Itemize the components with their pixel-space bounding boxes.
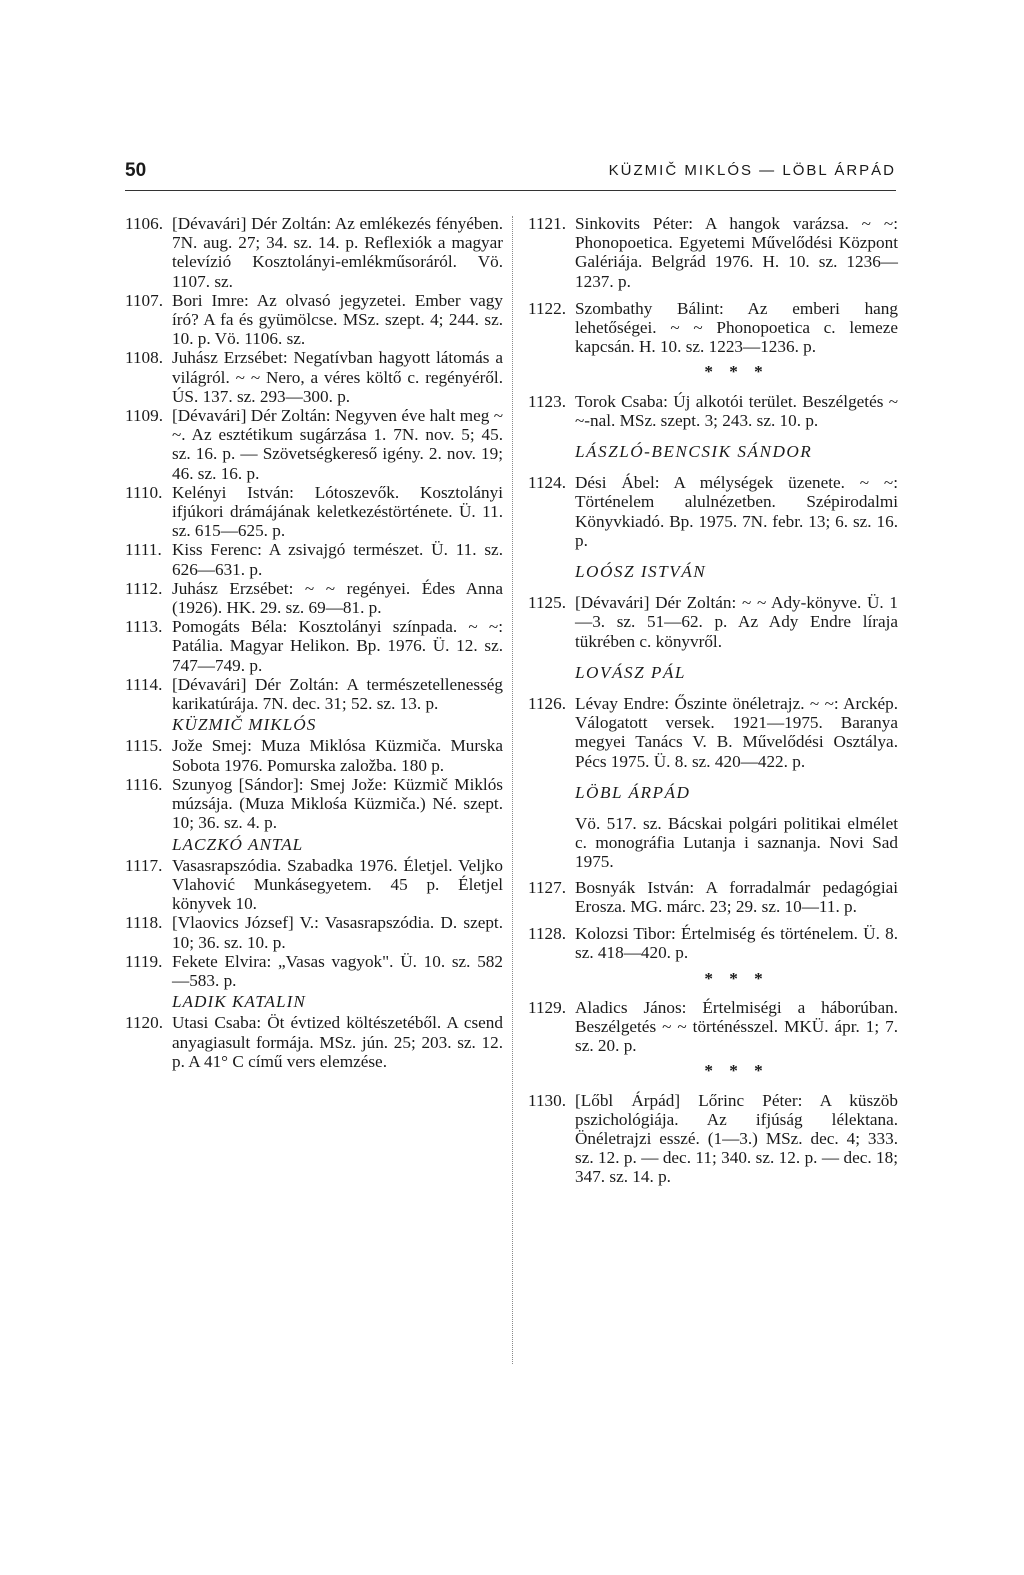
entry-number: 1110. [125,482,163,502]
entry-number: 1119. [125,951,163,971]
bibliography-entry [125,1013,503,1071]
entry-number: 1115. [125,736,163,756]
entry-text: Bosnyák István: A forradalmár pedagógiai Erosza. MG. márc. 23; 29. sz. 10—11. p. [575,877,898,916]
entry-text: Kolozsi Tibor: Értelmiség és történelem. Ü. 8. sz. 418—420. p. [575,924,898,963]
entry-number: 1130. [528,1090,567,1110]
entry-text: Kiss Ferenc: A zsivajgó természet. Ü. 11. sz. 626—631. p. [172,540,503,579]
entry-number: 1108. [125,348,164,368]
entry-number: 1117. [125,855,163,875]
header-rule [125,190,896,191]
bibliography-entry [528,299,898,357]
bibliography-entry [125,913,503,951]
bibliography-entry [125,736,503,774]
bibliography-entry [125,617,503,675]
bibliography-entry [125,579,503,617]
entry-text: Fekete Elvira: „Vasas vagyok". Ü. 10. sz. 582—583. p. [172,951,503,990]
bibliography-entry [125,775,503,833]
section-heading: LOVÁSZ PÁL [575,662,686,682]
section-heading: LACZKÓ ANTAL [172,834,304,854]
bibliography-entry [528,214,898,291]
separator-stars: * * * [704,1061,769,1081]
entry-number: 1118. [125,913,163,933]
section-heading: LÁSZLÓ-BENCSIK SÁNDOR [575,442,813,462]
section-heading: KÜZMIČ MIKLÓS [172,715,317,735]
entry-text: [Dévavári] Dér Zoltán: Az emlékezés fényében. 7N. aug. 27; 34. sz. 14. p. Reflexiók a magyar televízió Kosztolányi-emlékműsoráról. Vö. 1107. sz. [172,214,503,291]
bibliography-entry [125,214,503,291]
bibliography-entry [528,694,898,771]
entry-text: [Dévavári] Dér Zoltán: Negyven éve halt meg ~ ~. Az esztétikum sugárzása 1. 7N. nov. 5; 45. sz. 16. p. — Szövetségkereső igény. 2. nov. 19; 46. sz. 16. p. [172,406,503,483]
separator-stars: * * * [704,362,769,382]
bibliography-entry [125,540,503,578]
entry-text: Utasi Csaba: Öt évtized költészetéből. A csend anyagiasult formája. MSz. jún. 25; 203. sz. 12. p. A 41° C című vers elemzése. [172,1013,503,1071]
entry-text: Vasasrapszódia. Szabadka 1976. Életjel. Veljko Vlahović Munkásegyetem. 45 p. Életjel könyvek 10. [172,855,503,914]
page-number: 50 [125,160,147,181]
entry-number: 1121. [528,214,567,233]
entry-text: Pomogáts Béla: Kosztolányi színpada. ~ ~: Patália. Magyar Helikon. Bp. 1976. Ü. 12. sz. 747—749. p. [172,617,503,675]
left-column [125,214,503,1071]
entry-number: 1124. [528,473,567,493]
entry-text: [Dévavári] Dér Zoltán: ~ ~ Ady-könyve. Ü. 1—3. sz. 51—62. p. Az Ady Endre líraja tükrében c. könyvről. [575,593,898,651]
bibliography-entry [125,856,503,914]
section-heading: LADIK KATALIN [172,992,306,1012]
entry-number: 1126. [528,694,567,714]
entry-number: 1112. [125,578,163,598]
bibliography-entry [125,348,503,406]
bibliography-entry [528,593,898,651]
separator-stars: * * * [704,968,769,988]
bibliography-entry [528,1091,898,1187]
entry-number: 1114. [125,674,163,694]
entry-text: Jože Smej: Muza Miklósa Küzmiča. Murska Sobota 1976. Pomurska založba. 180 p. [172,736,503,775]
page-header [125,160,896,200]
entry-text: Bori Imre: Az olvasó jegyzetei. Ember vagy író? A fa és gyümölcse. MSz. szept. 4; 244. sz. 10. p. Vö. 1106. sz. [172,290,503,349]
column-divider [512,216,513,1364]
entry-text: Kelényi István: Lótoszevők. Kosztolányi ifjúkori drámájának keletkezéstörténete. Ü. 11. sz. 615—625. p. [172,482,503,541]
entry-number: 1128. [528,924,567,944]
entry-number: 1122. [528,298,567,318]
entry-text: Lévay Endre: Őszinte önéletrajz. ~ ~: Arckép. Válogatott versek. 1921—1975. Baranya megyei Tanács V. B. Művelődési Osztálya. Pécs 1975. Ü. 8. sz. 420—422. p. [575,694,898,771]
entry-number: 1111. [125,540,162,560]
entry-text: [Lőbl Árpád] Lőrinc Péter: A küszöb pszichológiája. Az ifjúság lélektana. Önéletrajzi esszé. (1—3.) MSz. dec. 4; 333. sz. 12. p. — dec. 11; 340. sz. 12. p. — dec. 18; 347. sz. 14. p. [575,1090,898,1187]
entry-number: 1106. [125,214,164,233]
entry-text: Szombathy Bálint: Az emberi hang lehetőségei. ~ ~ Phonopoetica c. lemeze kapcsán. H. 10. sz. 1223—1236. p. [575,298,898,357]
running-head: KÜZMIČ MIKLÓS — LÖBL ÁRPÁD [608,162,896,179]
entry-number: 1109. [125,406,164,426]
entry-number: 1129. [528,997,567,1017]
entry-number: 1127. [528,877,567,897]
section-heading: LOÓSZ ISTVÁN [575,562,707,582]
bibliography-entry [528,998,898,1056]
bibliography-entry [528,924,898,962]
entry-number: 1107. [125,290,164,310]
entry-number: 1125. [528,593,567,613]
right-column [528,214,898,1187]
entry-text: Szunyog [Sándor]: Smej Jože: Küzmič Miklós múzsája. (Muza Miklośa Küzmiča.) Né. szept. 10; 36. sz. 4. p. [172,774,503,833]
bibliography-entry [125,952,503,990]
bibliography-entry [125,291,503,349]
entry-number: 1120. [125,1013,164,1033]
bibliography-entry [125,675,503,713]
entry-text: Dési Ábel: A mélységek üzenete. ~ ~: Történelem alulnézetben. Szépirodalmi Könyvkiadó. Bp. 1975. 7N. febr. 13; 6. sz. 16. p. [575,473,898,550]
bibliography-entry [125,406,503,483]
entry-text: Sinkovits Péter: A hangok varázsa. ~ ~: Phonopoetica. Egyetemi Művelődési Központ Galériája. Belgrád 1976. H. 10. sz. 1236—1237. p. [575,214,898,291]
bibliography-entry [528,392,898,430]
entry-text: [Vlaovics József] V.: Vasasrapszódia. D. szept. 10; 36. sz. 10. p. [172,913,503,952]
entry-text: Juhász Erzsébet: Negatívban hagyott látomás a világról. ~ ~ Nero, a véres költő c. regényéről. ÚS. 137. sz. 293—300. p. [172,348,503,406]
entry-text: [Dévavári] Dér Zoltán: A természetellenesség karikatúrája. 7N. dec. 31; 52. sz. 13. p. [172,674,503,714]
bibliography-entry [125,483,503,541]
bibliography-entry [528,878,898,916]
entry-number: 1113. [125,617,163,637]
entry-text: Juhász Erzsébet: ~ ~ regényei. Édes Anna (1926). HK. 29. sz. 69—81. p. [172,578,503,618]
entry-number: 1116. [125,774,163,794]
cross-reference-note: Vö. 517. sz. Bácskai polgári politikai elmélet c. monográfia Lutanja i saznanja. Novi Sad 1975. [575,814,898,872]
bibliography-entry [528,473,898,550]
entry-text: Aladics János: Értelmiségi a háborúban. Beszélgetés ~ ~ történésszel. MKÜ. ápr. 1; 7. sz. 20. p. [575,997,898,1056]
section-heading: LÖBL ÁRPÁD [575,782,691,802]
entry-text: Torok Csaba: Új alkotói terület. Beszélgetés ~ ~-nal. MSz. szept. 3; 243. sz. 10. p. [575,391,898,430]
entry-number: 1123. [528,391,567,411]
